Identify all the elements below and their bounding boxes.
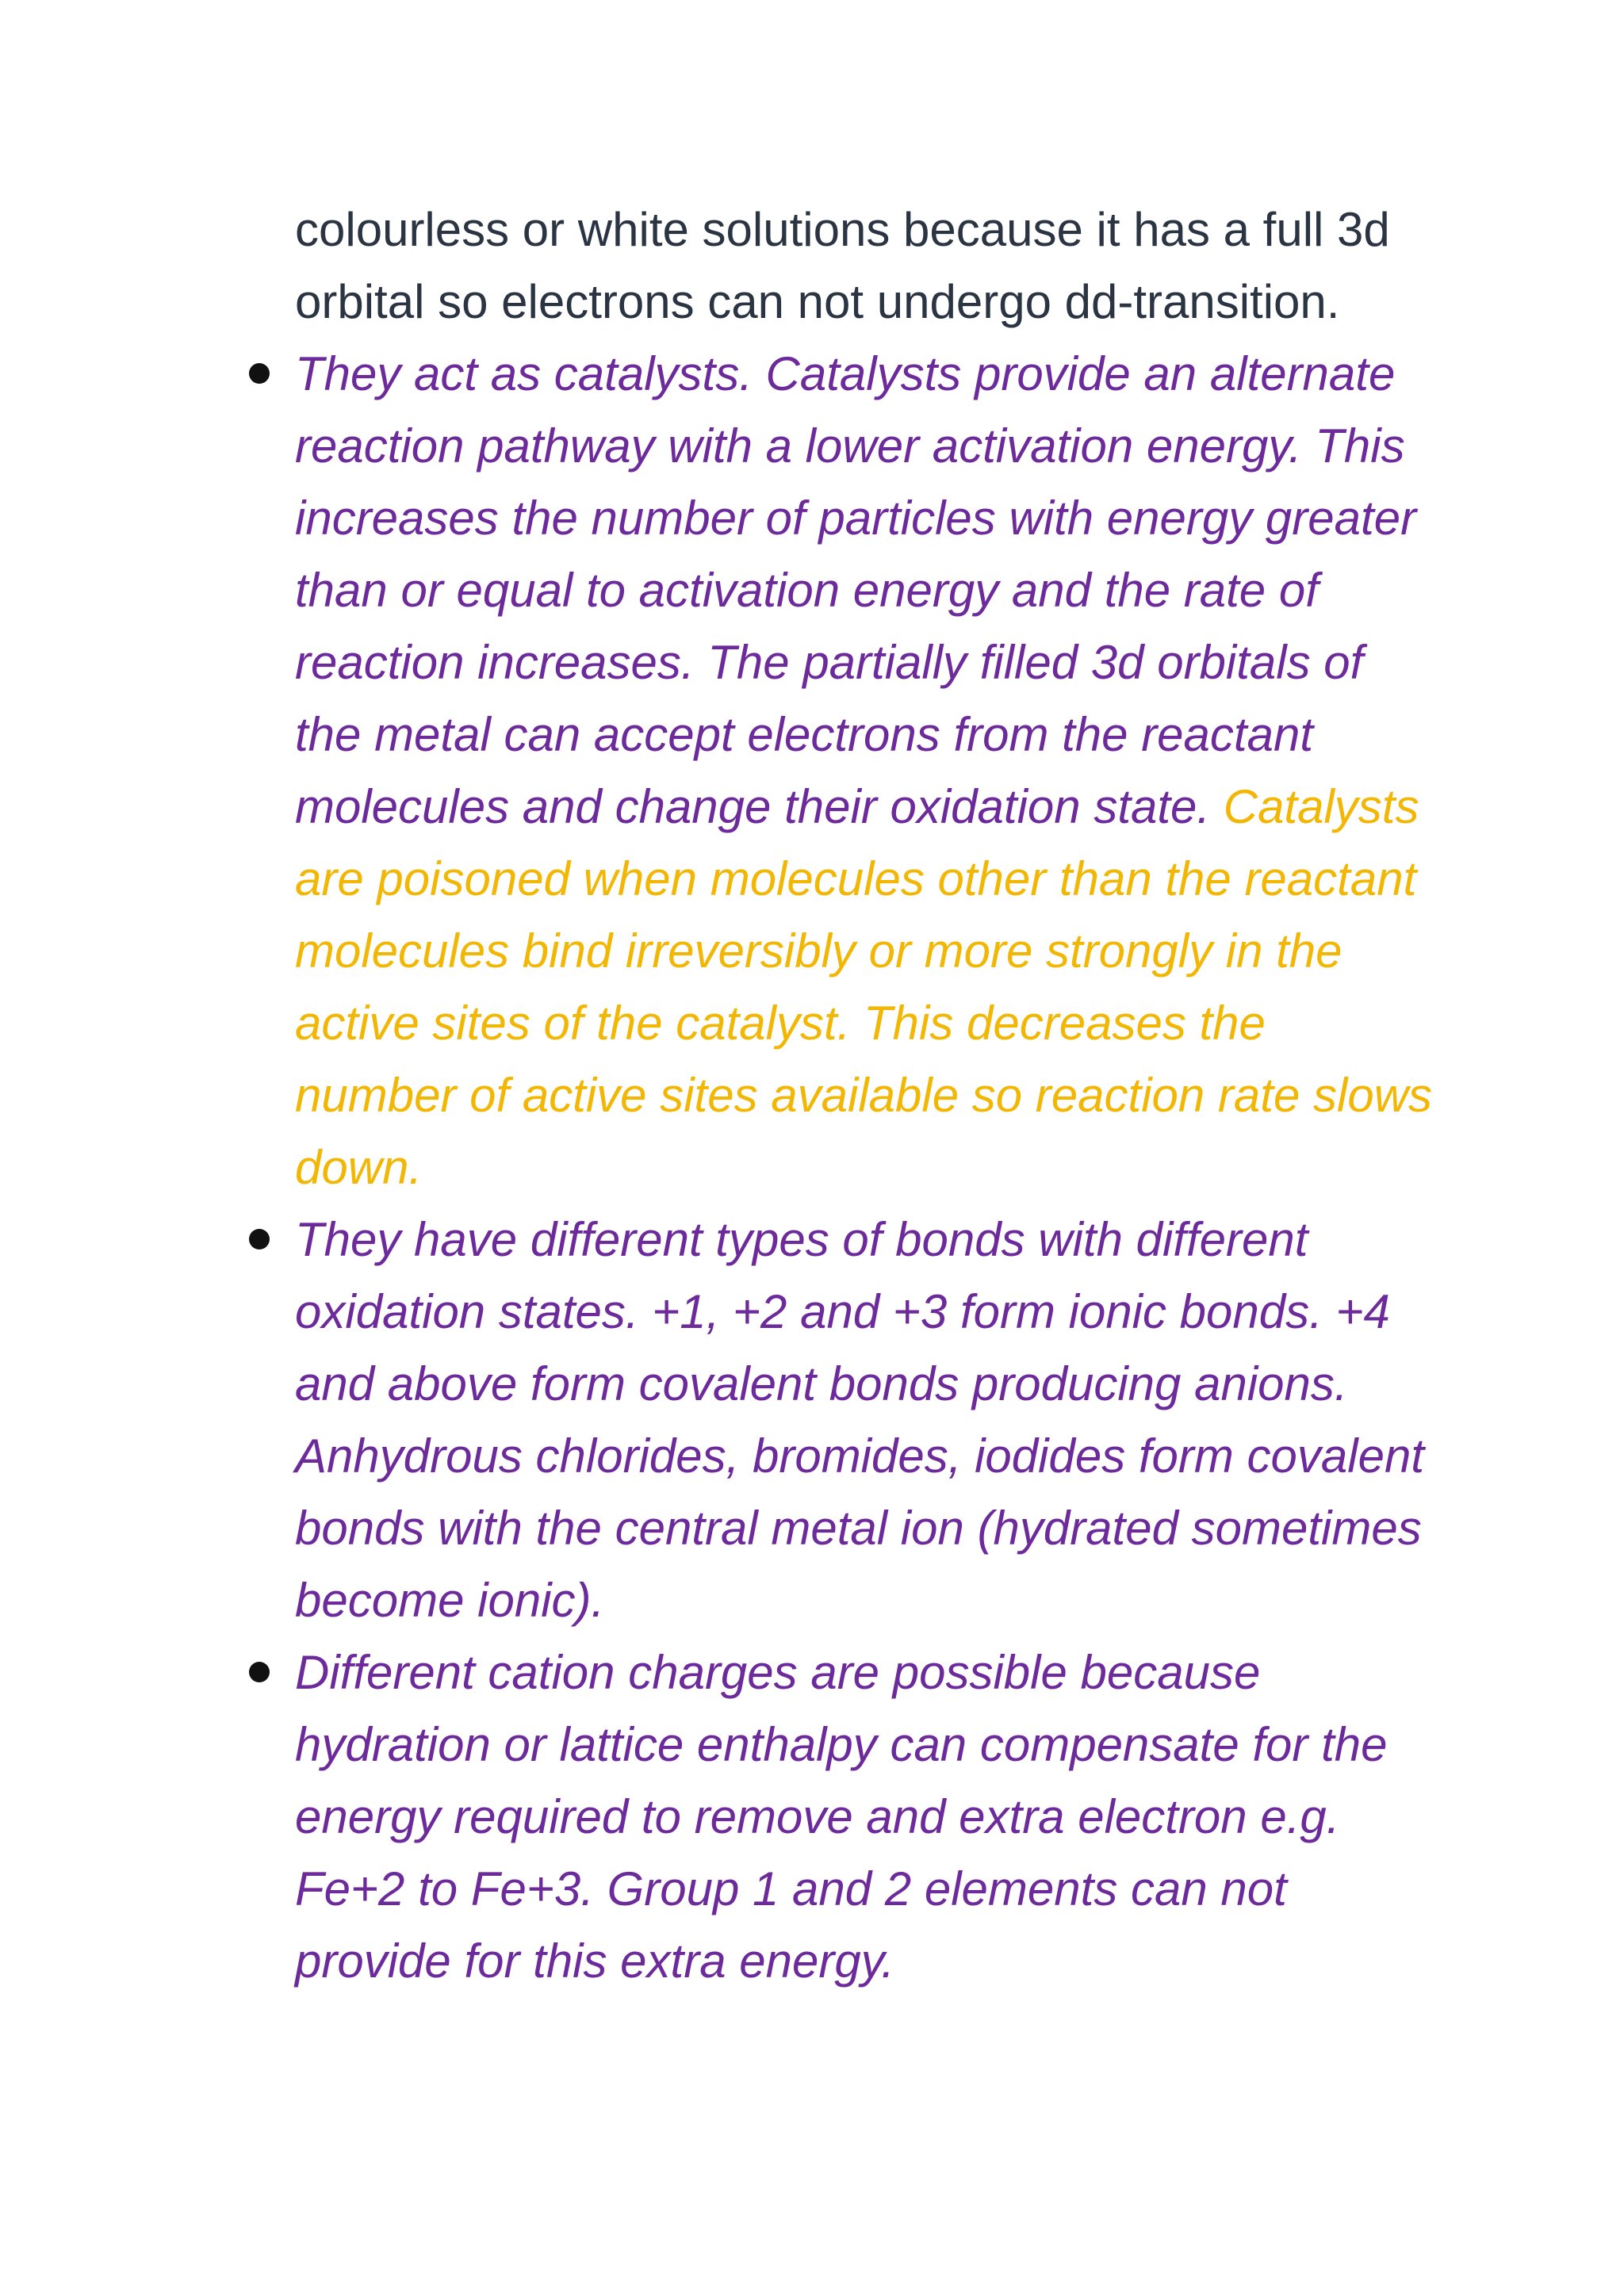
page-content — [295, 193, 1437, 1997]
bullet-dot-icon — [249, 1662, 270, 1682]
bullet-list — [295, 338, 1437, 1997]
bullet-item-bonds — [295, 1203, 1437, 1636]
catalysts-text: They act as catalysts. Catalysts provide an alternate reaction pathway with a lower activation energy. This increases the number of particles with energy greater than or equal to activation energy and the rate of reaction increases. The partially filled 3d orbitals of the metal can accept electrons from the reactant molecules and change their oxidation state. — [295, 347, 1417, 833]
bonds-text: They have different types of bonds with different oxidation states. +1, +2 and +3 form ionic bonds. +4 and above form covalent bonds producing anions. Anhydrous chlorides, bromides, iodides form covalent bonds with the central metal ion (hydrated sometimes become ionic). — [295, 1213, 1425, 1627]
catalyst-poisoning-text: Catalysts are poisoned when molecules other than the reactant molecules bind irreversibly or more strongly in the active sites of the catalyst. This decreases the number of active sites available so reaction rate slows down. — [295, 780, 1433, 1194]
bullet-item-catalysts — [295, 338, 1437, 1203]
bullet-dot-icon — [249, 363, 270, 384]
continuation-paragraph: colourless or white solutions because it has a full 3d orbital so electrons can not undergo dd-transition. — [295, 203, 1390, 328]
bullet-dot-icon — [249, 1229, 270, 1249]
bullet-item-cation-charges — [295, 1636, 1437, 1997]
cation-charges-text: Different cation charges are possible because hydration or lattice enthalpy can compensate for the energy required to remove and extra electron e.g. Fe+2 to Fe+3. Group 1 and 2 elements can not provide for this extra energy. — [295, 1646, 1388, 1988]
